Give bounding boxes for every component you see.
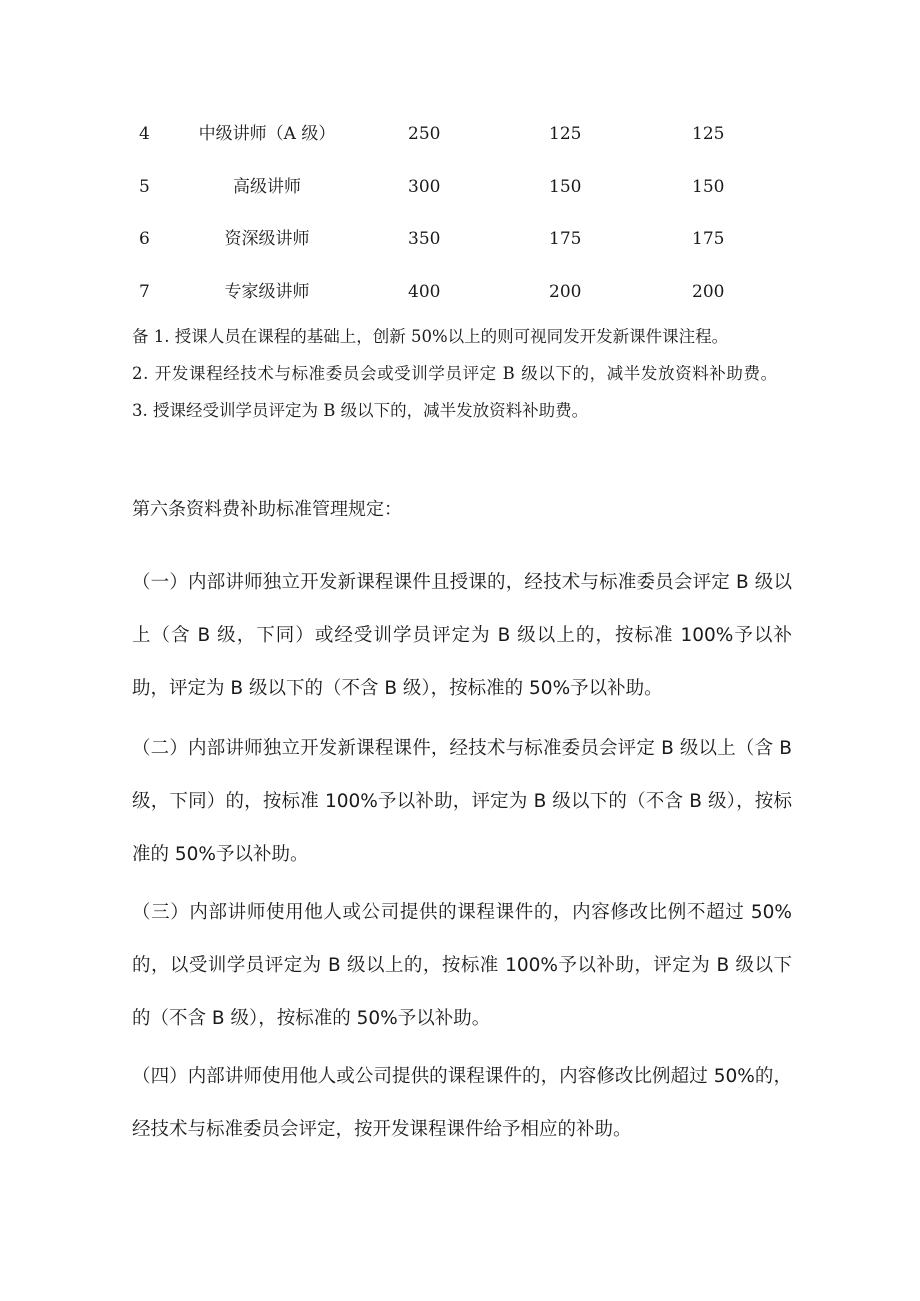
lecturer-level: 资深级讲师 xyxy=(224,229,310,249)
fee-table xyxy=(132,108,812,318)
note-1: 备 1. 授课人员在课程的基础上，创新 50%以上的则可视同发开发新课件课注程。 xyxy=(132,327,729,346)
fee-value-3: 125 xyxy=(692,124,725,144)
fee-value-3: 175 xyxy=(692,229,725,249)
fee-value-1: 300 xyxy=(408,176,441,197)
clause-3: （三）内部讲师使用他人或公司提供的课程课件的，内容修改比例不超过 50%的，以受训学员评定为 B 级以上的，按标准 100%予以补助，评定为 B 级以下的（不含 B 级），按标准的 50%予以补助。 xyxy=(132,902,792,1029)
lecturer-level: 中级讲师（A 级） xyxy=(198,124,336,144)
lecturer-level: 高级讲师 xyxy=(233,176,301,197)
row-number: 7 xyxy=(139,281,150,302)
table-row xyxy=(132,213,812,266)
fee-value-3: 150 xyxy=(692,176,725,197)
row-number: 5 xyxy=(139,176,150,197)
article-title: 第六条资料费补助标准管理规定： xyxy=(132,499,402,520)
lecturer-level: 专家级讲师 xyxy=(224,281,310,302)
fee-value-3: 200 xyxy=(692,281,725,302)
fee-value-2: 150 xyxy=(549,176,582,197)
fee-value-2: 125 xyxy=(549,124,582,144)
note-2: 2. 开发课程经技术与标准委员会或受训学员评定 B 级以下的，减半发放资料补助费。 xyxy=(132,364,778,383)
clause-4: （四）内部讲师使用他人或公司提供的课程课件的，内容修改比例超过 50%的，经技术与标准委员会评定，按开发课程课件给予相应的补助。 xyxy=(132,1066,792,1140)
fee-value-1: 250 xyxy=(408,124,441,144)
table-row xyxy=(132,161,812,214)
fee-value-2: 175 xyxy=(549,229,582,249)
fee-value-2: 200 xyxy=(549,281,582,302)
table-row xyxy=(132,266,812,319)
table-row xyxy=(132,108,812,161)
clause-2: （二）内部讲师独立开发新课程课件，经技术与标准委员会评定 B 级以上（含 B 级，下同）的，按标准 100%予以补助，评定为 B 级以下的（不含 B 级），按标准的 50%予以补助。 xyxy=(132,738,792,865)
row-number: 6 xyxy=(139,229,150,249)
fee-value-1: 350 xyxy=(408,229,441,249)
fee-value-1: 400 xyxy=(408,281,441,302)
note-3: 3. 授课经受训学员评定为 B 级以下的，减半发放资料补助费。 xyxy=(132,401,589,420)
table-notes xyxy=(132,318,792,429)
clause-1: （一）内部讲师独立开发新课程课件且授课的，经技术与标准委员会评定 B 级以上（含 B 级，下同）或经受训学员评定为 B 级以上的，按标准 100%予以补助，评定为 B 级以下的（不含 B 级），按标准的 50%予以补助。 xyxy=(132,572,792,699)
row-number: 4 xyxy=(139,124,150,144)
